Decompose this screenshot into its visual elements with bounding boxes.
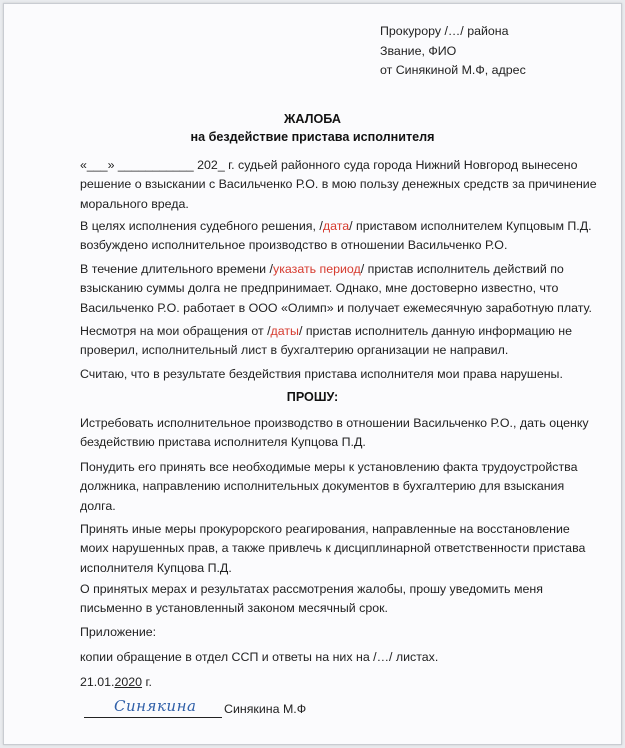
attachment-label: Приложение: xyxy=(80,625,157,639)
placeholder-period: указать период xyxy=(273,262,361,276)
placeholder-dates: даты xyxy=(270,324,299,338)
text-fragment: / пристав исполнитель данную информацию не проверил, исполнительный лист в бухгалтерию организации не направил. xyxy=(80,324,572,358)
date-day: 21.01. xyxy=(80,675,115,689)
paragraph-appeals xyxy=(80,322,600,361)
text-fragment: В целях исполнения судебного решения, / xyxy=(80,219,323,233)
attachment-item: копии обращение в отдел ССП и ответы на них на /…/ листах. xyxy=(80,650,439,664)
paragraph-enforcement-start xyxy=(80,217,600,256)
request-item-3: Принять иные меры прокурорского реагирования, направленные на восстановление моих нарушенных прав, а также привлечь к дисциплинарной ответственности пристава исполнителя Купцова П.Д. xyxy=(80,522,586,575)
request-item-1: Истребовать исполнительное производство в отношении Васильченко Р.О., дать оценку бездействию пристава исполнителя Купцова П.Д. xyxy=(80,416,589,450)
document-date xyxy=(80,673,600,692)
request-heading: ПРОШУ: xyxy=(286,390,339,404)
date-year: 2020 xyxy=(114,675,143,689)
request-item-2: Понудить его принять все необходимые меры к установлению факта трудоустройства должника, направлению исполнительных документов в бухгалтерию для взыскания долга. xyxy=(80,460,578,513)
addressee-rank: Звание, ФИО xyxy=(380,43,457,58)
text-fragment: В течение длительного времени / xyxy=(80,262,273,276)
paragraph-rights-violated: Считаю, что в результате бездействия пристава исполнителя мои права нарушены. xyxy=(80,367,563,381)
paragraph-inaction xyxy=(80,260,600,318)
text-fragment: Несмотря на мои обращения от / xyxy=(80,324,271,338)
document-title: ЖАЛОБА xyxy=(284,112,341,126)
sender-line: от Синякиной М.Ф, адрес xyxy=(380,63,526,77)
handwritten-signature: Синякина xyxy=(114,697,197,715)
addressee-block xyxy=(380,22,526,81)
placeholder-date: дата xyxy=(322,219,350,233)
paragraph-court-decision: «___» ___________ 202_ г. судьей районного суда города Нижний Новгород вынесено решение о взыскании с Васильченко Р.О. в мою пользу денежных средств за причинение морального вреда. xyxy=(80,158,597,211)
document-subtitle: на бездействие пристава исполнителя xyxy=(190,130,435,144)
request-item-4: О принятых мерах и результатах рассмотрения жалобы, прошу уведомить меня письменно в установленный законом месячный срок. xyxy=(80,582,543,616)
signer-name: Синякина М.Ф xyxy=(224,702,307,716)
signature-line xyxy=(84,717,222,718)
text-fragment: / пристав исполнитель действий по взысканию суммы долга не предпринимает. Однако, мне достоверно известно, что Васильченко Р.О. работает в ООО «Олимп» и получает ежемесячную заработную плату. xyxy=(80,262,592,315)
date-suffix: г. xyxy=(142,675,152,689)
text-fragment: / приставом исполнителем Купцовым П.Д. возбуждено исполнительное производство в отношении Васильченко Р.О. xyxy=(80,219,592,253)
signature-block xyxy=(84,697,444,725)
addressee-prosecutor: Прокурору /…/ района xyxy=(380,24,509,38)
complaint-document xyxy=(3,3,622,745)
